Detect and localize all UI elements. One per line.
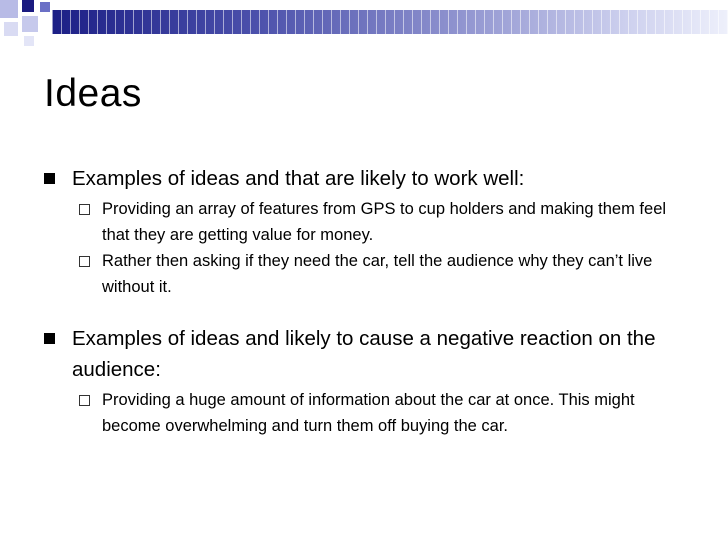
hollow-square-bullet-icon	[79, 395, 90, 406]
decorative-square	[4, 22, 18, 36]
slide-title: Ideas	[44, 72, 142, 115]
hollow-square-bullet-icon	[79, 256, 90, 267]
square-bullet-icon	[44, 333, 55, 344]
bullet-text: Examples of ideas and likely to cause a negative reaction on the audience:	[72, 327, 656, 381]
bullet-item	[0, 323, 728, 385]
header-stripes	[52, 10, 728, 34]
decorative-square	[40, 2, 50, 12]
decorative-square	[24, 36, 34, 46]
decorative-square	[22, 16, 38, 32]
sub-bullet-text: Providing an array of features from GPS to cup holders and making them feel that they are getting value for money.	[102, 200, 667, 244]
hollow-square-bullet-icon	[79, 204, 90, 215]
square-bullet-icon	[44, 173, 55, 184]
sub-bullet-item	[0, 387, 728, 439]
bullet-text: Examples of ideas and that are likely to work well:	[72, 167, 525, 190]
header-squares-decoration	[0, 0, 60, 48]
header-band	[0, 0, 728, 40]
decorative-square	[22, 0, 34, 12]
sub-bullet-text: Providing a huge amount of information about the car at once. This might become overwhelming and turn them off buying the car.	[102, 391, 635, 435]
decorative-square	[0, 0, 18, 18]
slide-content	[0, 163, 728, 439]
bullet-item	[0, 163, 728, 194]
sub-bullet-item	[0, 248, 728, 300]
sub-bullet-text: Rather then asking if they need the car, tell the audience why they can’t live without it.	[102, 252, 653, 296]
sub-bullet-item	[0, 196, 728, 248]
